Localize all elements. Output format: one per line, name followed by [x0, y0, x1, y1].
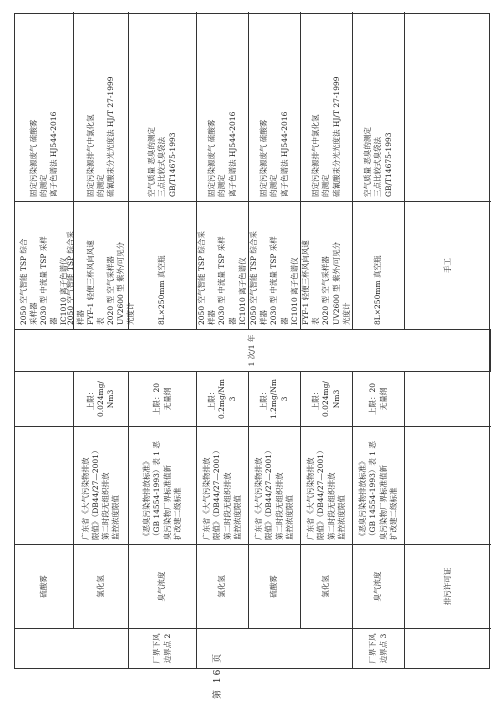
method-cell: [249, 12, 301, 201]
instrument-cell-line: 8L×250mm 真空瓶: [157, 255, 167, 325]
standard-cell-line: （GB 14554-1993）表 1 恶: [368, 441, 378, 540]
method-cell-line: 固定污染源排气中氯化氢: [85, 114, 95, 197]
empty-cell: [405, 371, 491, 426]
standard-cell-line: 第二时段无组织排放: [326, 472, 336, 540]
instrument-cell: [301, 201, 353, 329]
instrument-cell-line: 采样器: [28, 302, 38, 325]
standard-cell-line: 《恶臭污染物排放标准》: [142, 457, 152, 540]
standard-cell-line: 限值》（DB44/27—2001）: [264, 446, 274, 540]
instrument-cell-line: 2050 空气智能 TSP 综合采: [197, 231, 207, 325]
method-cell-line: GB/T14675-1993: [167, 132, 177, 197]
standard-cell: [301, 426, 353, 544]
standard-cell-line: 扩改建二级标准: [172, 487, 182, 540]
standard-cell: [74, 426, 129, 544]
instrument-cell-line: FYF-1 轻便三杯风向风速: [85, 240, 95, 325]
standard-cell: [353, 426, 405, 544]
method-cell-line: 固定污染源废气 硫酸雾: [28, 119, 38, 197]
standard-cell-line: 广东省《大气污染物排放: [306, 457, 316, 540]
limit-cell-line: 上限：: [311, 387, 321, 411]
item-cell: 臭气浓度: [129, 544, 197, 628]
limit-cell: [197, 371, 249, 426]
standard-cell: [197, 426, 249, 544]
limit-cell-line: 0.2mg/Nm: [217, 378, 227, 420]
instrument-cell-line: IC1010 离子色谱仪: [237, 257, 247, 325]
item-cell: 臭气浓度: [353, 544, 405, 628]
instrument-cell-line: 器: [227, 317, 237, 325]
method-cell-line: 离子色谱法 HJ544-2016: [279, 111, 289, 197]
instrument-cell-line: 光度计: [126, 302, 136, 325]
standard-cell-line: 监控浓度限值: [336, 495, 346, 540]
method-cell: [301, 12, 353, 201]
limit-cell-line: 1.2mg/Nm: [269, 378, 279, 420]
method-cell-line: 离子色谱法 HJ544-2016: [227, 111, 237, 197]
standard-cell-line: 广东省《大气污染物排放: [254, 457, 264, 540]
instrument-cell-line: 表: [311, 317, 321, 325]
location-merged-cell: [405, 628, 491, 668]
empty-cell: [405, 12, 491, 201]
method-cell: [353, 12, 405, 201]
method-cell-line: 的测定: [217, 174, 227, 197]
method-cell-line: 三点比较式臭袋法: [373, 137, 383, 197]
instrument-cell-line: 2030 型 中流量 TSP 采样: [217, 236, 227, 325]
instrument-cell-line: 2050 空气智能 TSP 综合采: [249, 231, 259, 325]
permit-cell: 排污许可证: [405, 544, 491, 628]
instrument-cell-line: 器: [279, 317, 289, 325]
method-cell: [74, 12, 129, 201]
limit-cell-line: 无量纲: [378, 387, 388, 411]
limit-cell-line: 上限：: [207, 387, 217, 411]
limit-cell: [249, 371, 301, 426]
instrument-cell-line: IC1010 离子色谱仪: [289, 257, 299, 325]
instrument-cell-line: 表: [95, 317, 105, 325]
instrument-cell: [129, 201, 197, 329]
method-cell: [15, 12, 74, 201]
instrument-cell-line: IC1010 离子色谱仪: [59, 257, 69, 325]
item-cell: 氯化氢: [197, 544, 249, 628]
location-cell: 厂界下风边界点 2: [129, 628, 197, 668]
limit-cell: [353, 371, 405, 426]
instrument-cell-line: 2020 型 空气采样器: [321, 256, 331, 325]
method-cell: [129, 12, 197, 201]
method-cell: [197, 12, 249, 201]
limit-cell-line: 3: [227, 396, 237, 402]
limit-cell-line: 3: [279, 396, 289, 402]
instrument-cell-line: UV2600 型 紫外/可见分: [331, 241, 341, 325]
limit-cell: [129, 371, 197, 426]
method-cell-line: 固定污染源废气 硫酸雾: [207, 119, 217, 197]
method-cell-line: 的测定: [269, 174, 279, 197]
standard-cell: [129, 426, 197, 544]
standard-cell-line: 限值》（DB44/27—2001）: [316, 446, 326, 540]
limit-cell-line: 上限：20: [152, 382, 162, 416]
empty-cell: [405, 426, 491, 544]
instrument-cell-line: 样器: [259, 310, 269, 325]
item-cell: 硫酸雾: [15, 544, 74, 628]
standard-cell-line: 广东省《大气污染物排放: [202, 457, 212, 540]
standard-empty-cell: [15, 426, 74, 544]
limit-cell-line: 上限：: [259, 387, 269, 411]
limit-cell-line: Nm3: [331, 389, 341, 409]
limit-empty-cell: [15, 371, 74, 426]
method-cell-line: 硫氰酸汞分光光度法 HJ/T 27-1999: [331, 76, 341, 197]
limit-cell-line: Nm3: [106, 389, 116, 409]
standard-cell-line: 扩改建二级标准: [388, 487, 398, 540]
page-number: 第 16 页: [213, 651, 223, 699]
method-label-cell: 手工: [405, 201, 491, 329]
standard-cell-line: 监控浓度限值: [284, 495, 294, 540]
instrument-cell: [249, 201, 301, 329]
method-cell-line: 固定污染源废气 硫酸雾: [259, 119, 269, 197]
instrument-cell: [197, 201, 249, 329]
standard-cell-line: （GB 14554-1993）表 1 恶: [152, 441, 162, 540]
standard-cell-line: 监控浓度限值: [232, 495, 242, 540]
limit-cell-line: 0.024mg/: [321, 381, 331, 417]
method-cell-line: 的测定: [321, 174, 331, 197]
instrument-cell: [353, 201, 405, 329]
instrument-cell-line: 2050 空气智能 TSP 综合: [18, 238, 28, 325]
standard-cell-line: 《恶臭污染物排放标准》: [358, 457, 368, 540]
method-cell-line: 三点比较式臭袋法: [157, 137, 167, 197]
location-cell: 厂界下风边界点 3: [353, 628, 405, 668]
item-cell: 氯化氢: [74, 544, 129, 628]
standard-cell: [249, 426, 301, 544]
instrument-cell-line: 8L×250mm 真空瓶: [373, 255, 383, 325]
instrument-cell-line: 器: [49, 317, 59, 325]
limit-cell: [301, 371, 353, 426]
freq-cell: 1 次/1 年: [15, 329, 491, 371]
standard-cell-line: 臭污染物厂界标准值新: [378, 465, 388, 540]
instrument-cell-line: 样器: [207, 310, 217, 325]
instrument-cell-line: 2050 空气智能 TSP 综合采: [65, 231, 75, 325]
standard-cell-line: 第二时段无组织排放: [274, 472, 284, 540]
instrument-cell-line: FYF-1 轻便三杯风向风速: [301, 240, 311, 325]
method-cell-line: 硫氰酸汞分光光度法 HJ/T 27-1999: [106, 76, 116, 197]
item-cell: 氯化氢: [301, 544, 353, 628]
instrument-cell-line: 2020 型 空气采样器: [106, 256, 116, 325]
standard-cell-line: 第二时段无组织排放: [101, 472, 110, 540]
limit-cell: [74, 371, 129, 426]
method-cell-line: 空气质量 恶臭的测定: [147, 127, 157, 197]
standard-cell-line: 第二时段无组织排放: [222, 472, 232, 540]
method-cell-line: 空气质量 恶臭的测定: [363, 127, 373, 197]
method-cell-line: 固定污染源排气中氯化氢: [311, 114, 321, 197]
standard-cell-line: 广东省《大气污染物排放: [80, 457, 90, 540]
instrument-cell-line: 2030 型 中流量 TSP 采样: [38, 236, 48, 325]
method-cell-line: 离子色谱法 HJ544-2016: [49, 111, 59, 197]
method-cell-line: GB/T14675-1993: [383, 132, 393, 197]
instrument-cell-line: UV2600 型 紫外/可见分: [116, 241, 126, 325]
limit-cell-line: 无量纲: [162, 387, 172, 411]
instrument-cell-line: 样器: [75, 310, 85, 325]
limit-cell-line: 0.024mg/: [95, 381, 105, 417]
method-cell-line: 的测定: [95, 174, 105, 197]
limit-cell-line: 上限：20: [368, 382, 378, 416]
monitoring-table: [14, 13, 490, 669]
item-cell: 硫酸雾: [249, 544, 301, 628]
instrument-cell: [65, 201, 136, 329]
method-cell-line: 的测定: [38, 174, 48, 197]
location-merged-cell: [15, 628, 129, 668]
instrument-cell-line: 光度计: [341, 302, 351, 325]
location-merged-cell: [197, 628, 353, 668]
limit-cell-line: 上限：: [85, 387, 95, 411]
standard-cell-line: 臭污染物厂界标准值新: [162, 465, 172, 540]
standard-cell-line: 限值》（DB44/27—2001）: [90, 446, 100, 540]
standard-cell-line: 监控浓度限值: [111, 495, 121, 540]
standard-cell-line: 限值》（DB44/27—2001）: [212, 446, 222, 540]
instrument-cell-line: 2030 型 中流量 TSP 采样: [269, 236, 279, 325]
